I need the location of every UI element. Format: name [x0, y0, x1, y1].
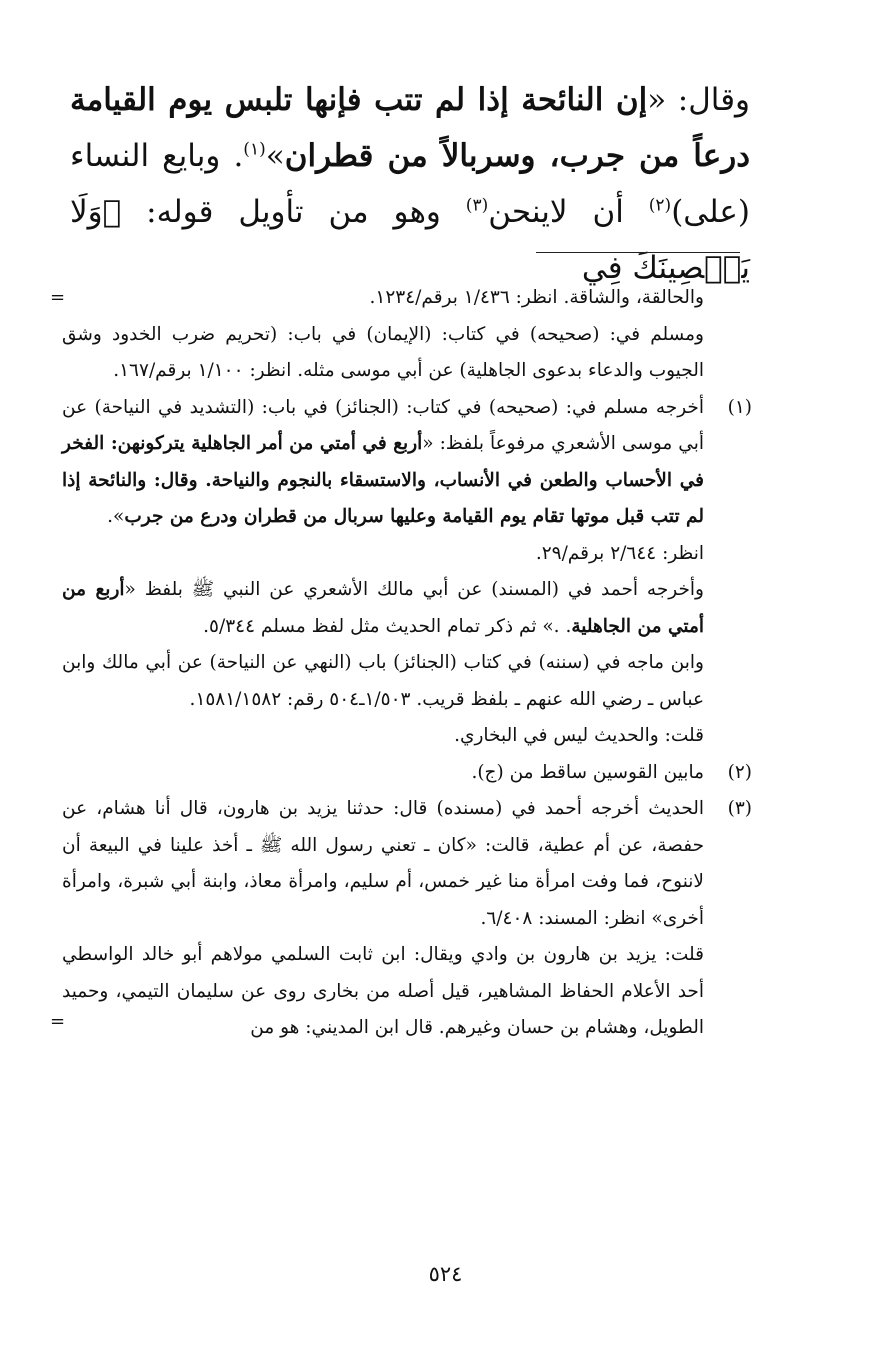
footnote-1-p3-bold: أربع من أمتي من الجاهلية: [62, 579, 704, 637]
continuation-mark: =: [50, 287, 66, 308]
footnote-1-p2: انظر: ٢/٦٤٤ برقم/٢٩.: [535, 542, 704, 564]
footnote-2: [62, 755, 752, 792]
footnote-number: (١): [727, 396, 752, 418]
footnote-1-p3-c: . .» ثم ذكر تمام الحديث مثل لفظ مسلم ٥/٣٤٤.: [203, 615, 572, 637]
footnote-continued-p2: ومسلم في: (صحيحه) في كتاب: (الإيمان) في باب: (تحريم ضرب الخدود وشق الجيوب والدعاء بدعوى الجاهلية) عن أبي موسى مثله. انظر: ١/١٠٠ برقم/١٦٧.: [62, 323, 704, 381]
continuation-mark-end: =: [50, 1011, 66, 1032]
footnote-ref-1: (١): [243, 139, 266, 160]
footnote-1-p5: قلت: والحديث ليس في البخاري.: [454, 725, 704, 746]
quran-quote: وهو من تأويل قوله: ﴿وَلَا يَعۡصِينَكَ فِي: [70, 194, 750, 286]
main-text-seg3: »: [265, 138, 285, 174]
footnote-continued-p1: والحالقة، والشاقة. انظر: ١/٤٣٦ برقم/١٢٣٤.: [369, 287, 704, 308]
footnote-separator: [536, 252, 740, 253]
footnote-ref-2: (٢): [648, 195, 672, 216]
footnote-1-p3-a: وأخرجه أحمد في (المسند) عن أبي مالك الأشعري عن النبي ﷺ بلفظ «: [124, 579, 704, 600]
footnote-3-p1: الحديث أخرجه أحمد في (مسنده) قال: حدثنا يزيد بن هارون، قال أنا هشام، عن حفصة، عن أم عطية، قالت: «كان ـ تعني رسول الله ﷺ ـ أخذ علينا في البيعة أن لاننوح، فما وفت امرأة منا غير خمس، أم سليم، وامرأة معاذ، وابنة أبي شبرة، وامرأة أخرى» انظر: المسند: ٦/٤٠٨.: [62, 798, 704, 929]
footnote-ref-3: (٣): [465, 195, 489, 216]
footnote-1-p1-c: ».: [107, 506, 125, 527]
footnote-2-p1: مابين القوسين ساقط من (ج).: [471, 761, 704, 783]
footnote-continued: [50, 280, 752, 390]
main-text-seg5: أن لاينحن: [488, 194, 649, 230]
footnote-3: [50, 791, 752, 1047]
footnote-1-p1: [62, 390, 704, 536]
main-text-seg4: . وبايع النساء (على): [70, 138, 750, 230]
footnote-1: [62, 390, 752, 755]
footnote-3-p2: قلت: يزيد بن هارون بن وادي ويقال: ابن ثابت السلمي مولاهم أبو خالد الواسطي أحد الأعلام الحفاظ المشاهير، قيل أصله من بخارى روى عن سليمان التيمي، وحميد الطويل، وهشام بن حسان وغيرهم. قال ابن المديني: هو من: [62, 944, 704, 1038]
footnote-1-p3: [62, 572, 704, 645]
hadith-quote: إن النائحة إذا لم تتب فإنها تلبس يوم القيامة درعاً من جرب، وسربالاً من قطران: [70, 82, 750, 174]
page-number: ٥٢٤: [428, 1262, 463, 1286]
footnotes: [50, 280, 752, 1047]
main-text: [70, 72, 750, 296]
main-text-seg1: وقال: «: [647, 82, 750, 118]
footnote-number: (٢): [727, 761, 752, 783]
footnote-1-p1-a: أخرجه مسلم في: (صحيحه) في كتاب: (الجنائز) في باب: (التشديد في النياحة) عن أبي موسى الأشعري مرفوعاً بلفظ: «: [62, 396, 704, 454]
footnote-number: (٣): [727, 798, 752, 819]
footnote-1-p4: وابن ماجه في (سننه) في كتاب (الجنائز) باب (النهي عن النياحة) عن أبي مالك وابن عباس ـ رضي الله عنهم ـ بلفظ قريب. ١/٥٠٣ـ٥٠٤ رقم: ١٥٨١/١٥٨٢.: [62, 652, 704, 710]
footnote-1-hadith: أربع في أمتي من أمر الجاهلية يتركونهن: الفخر في الأحساب والطعن في الأنساب، والاستسقاء بالنجوم والنياحة. وقال: والنائحة إذا لم تتب قبل موتها تقام يوم القيامة وعليها سربال من قطران ودرع من جرب: [62, 433, 704, 527]
